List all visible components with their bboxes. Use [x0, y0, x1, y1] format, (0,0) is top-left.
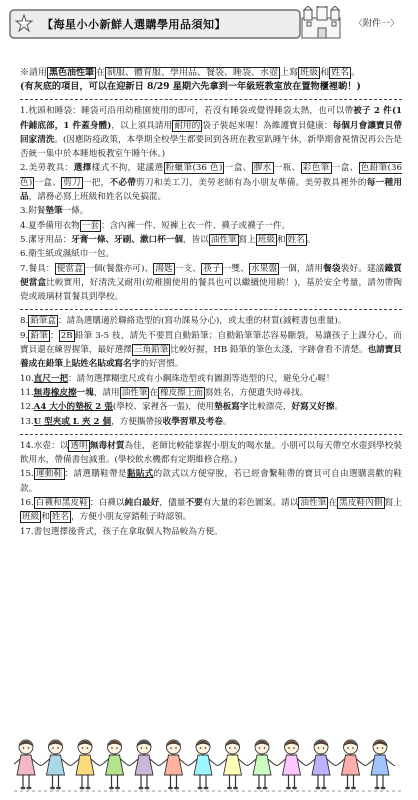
list-item-13: 13.U 型夾或 L 夾 2 個，方便攜帶接收學習單及考卷。: [20, 416, 232, 427]
list-item-1: 1.枕頭和睡袋：睡袋可沿用幼稚園使用的即可，若沒有睡袋或覺得睡袋太熱，也可以帶被子 2 件(1 件鋪底部，1 件蓋身體)，以上須具請用 耐用的 袋子裝起來喔！為維護寶貝健康：每個月會讓寶貝帶回家清洗。(因應防疫政策，本學期全校學生都要回到各班在教室趴睡午休，新學期會視情況再公告是否統一集中於本睡地板教室午睡午休。): [20, 106, 402, 160]
list-item-11: 11.無毒橡皮擦一塊，請用 油性筆 在 橡皮擦上面 寫姓名，方便遺失時尋找。: [20, 387, 309, 398]
child-figure-icon: [159, 740, 189, 789]
list-item-4: 4.夏季備用衣物 一套 ：含內褲一件、短褲上衣一件、襪子或襪子一件。: [20, 220, 291, 231]
list-item-7: 7.餐具： 便當盒 一個(餐盤亦可)、 湯匙 一支、 筷子 一雙、 水果盤 一個，請用餐袋裝好。建議鐵質便當盒比較實用，好清洗又耐用(幼稚園使用的餐具也可以繼續使用喲！)，基於安全考量，請勿帶陶瓷或玻璃材質餐具到學校。: [20, 263, 402, 303]
child-figure-icon: [70, 740, 100, 789]
list-item-14: 14.水壺：以 透明 無毒材質為佳，老師比較能掌握小朋友的喝水量。小朋可以每天帶空水壺到學校裝飲用水，帶備書包減重。(學校飲水機都有定期維修合格。): [20, 440, 402, 466]
intro-keyword: 班級: [300, 68, 319, 78]
intro-keyword: 黑色油性筆: [49, 68, 95, 78]
castle-icon: [302, 6, 340, 38]
list-item-2: 2.美勞教具：選擇樣式不拘，建議選 粉蠟筆(36 色) 一盒、 膠水 一瓶、 彩色筆 一盒、 色鉛筆(36 色) 一盒、 剪刀 一把，不必帶剪刀和美工刀，美勞老師有為小朋友準備。美勞教具裡外的每一種用品，請務必寫上班級和姓名以免搞混。: [20, 163, 402, 203]
child-figure-icon: [14, 740, 41, 789]
list-item-5: 5.潔牙用品：牙膏一條、牙刷、漱口杯一個，皆以 油性筆 寫上 班級 和 姓名 。: [20, 234, 316, 245]
list-item-8: 8. 鉛筆盒 ：請為選購適於聯絡造型的(寫功課易分心)，或太重的材質(減輕書包重量)。: [20, 316, 347, 327]
intro-paragraph: ※請用 黑色油性筆 在 制服、體育服、學用品、餐袋、睡袋、水壺 上寫 班級 和 姓名 。: [20, 68, 361, 78]
document-body: [20, 66, 402, 539]
list-item-17: 17.書包選擇後背式，孩子在拿取個人物品較為方便。: [20, 526, 223, 537]
list-item-3: 3.附餐墊筆一條。: [20, 206, 89, 217]
intro-keyword: 姓名: [331, 68, 350, 78]
page-title: 【海星小小新鮮人選購學用品須知】: [42, 18, 226, 31]
child-figure-icon: [247, 740, 277, 789]
list-item-6: 6.衛生紙或濕紙巾一包。: [20, 249, 115, 260]
intro-keyword: 制服、體育服、學用品、餐袋、睡袋、水壺: [107, 68, 279, 78]
child-figure-icon: [100, 740, 130, 789]
child-figure-icon: [277, 740, 307, 789]
section-divider: [20, 309, 402, 310]
intro-note: (有灰底的項目，可以在迎新日 8/29 星期六先拿到一年級班教室放在置物櫃裡喲！): [20, 81, 361, 92]
child-figure-icon: [306, 740, 336, 789]
list-item-15: 15. 運動鞋 ：請選購鞋帶是黏貼式的款式以方便穿脫，若已經會繫鞋帶的寶貝可自由選購喜歡的鞋款。: [20, 469, 402, 494]
list-item-10: 10.直尺一把：請勿選擇糊塗尺或有小鋼珠造型或有圖測等造型的尺，避免分心喔！: [20, 373, 335, 384]
header-banner: [8, 6, 348, 42]
list-item-12: 12.A4 大小的墊板 2 張(學校、家裡各一張)，使用墊板寫字比較漂亮，好寫又好擦。: [20, 402, 344, 413]
child-figure-icon: [129, 740, 159, 789]
list-item-9: 9. 鉛筆 ： 2B 鉛筆 3-5 枝，請先不要買自動鉛筆；自動鉛筆筆芯容易斷裂，易讓孩子上課分心，而寶貝還在練習握筆，最好選擇 三角鉛筆 比較好握，HB 鉛筆的筆色太淺，字跡會看不清楚。也請寶貝養成在鉛筆上貼姓名貼或寫名字的好習慣。: [20, 330, 402, 370]
child-figure-icon: [188, 740, 218, 789]
section-divider: [20, 99, 402, 100]
footer-children-illustration: [14, 735, 404, 795]
child-figure-icon: [336, 740, 366, 789]
child-figure-icon: [218, 740, 248, 789]
list-item-16: 16. 白襪和黑皮鞋 ：白襪以純白最好，儘量不要有大量的彩色圖案。請以 油性筆 在 黑皮鞋內側 寫上班級 和 姓名 ，方便小朋友穿錯鞋子時認領。: [20, 498, 402, 523]
attachment-label: 〈附件一〉: [354, 19, 400, 29]
child-figure-icon: [365, 740, 395, 789]
child-figure-icon: [41, 740, 71, 789]
section-divider: [20, 434, 402, 435]
